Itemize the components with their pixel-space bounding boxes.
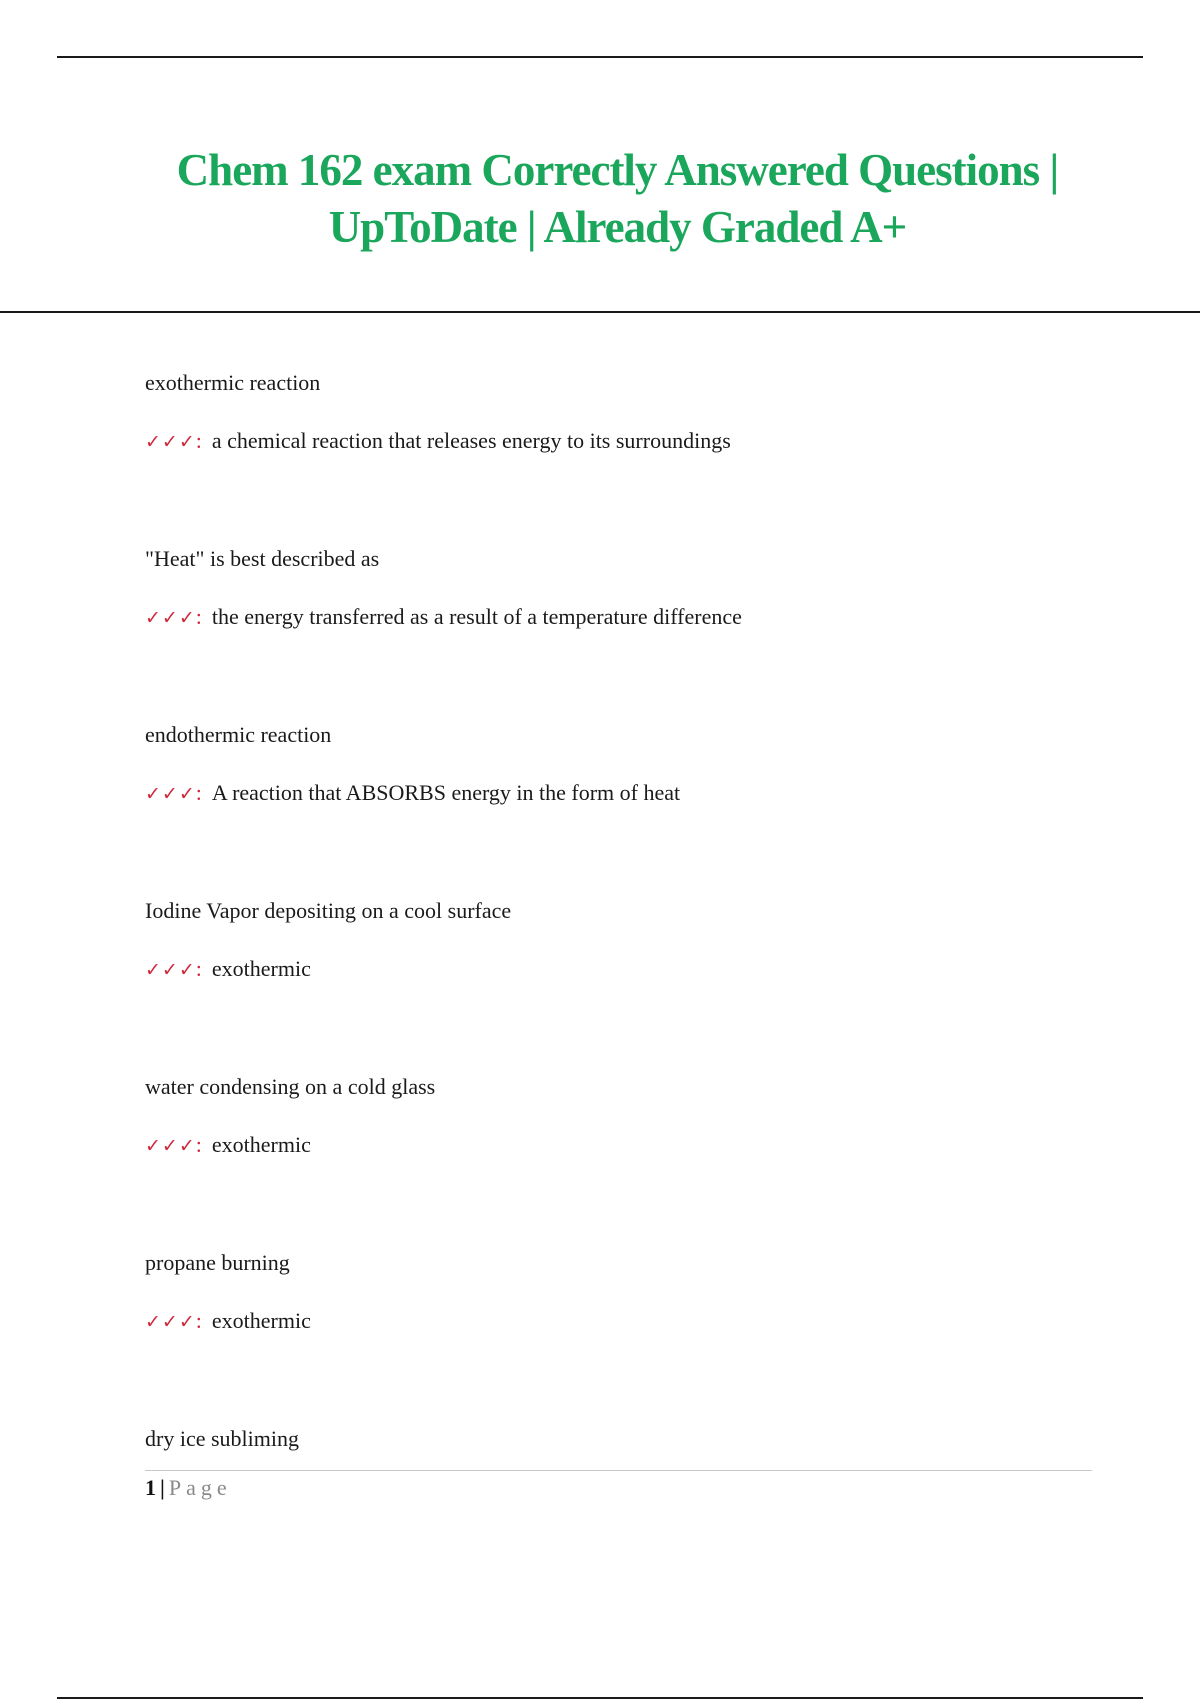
header-divider	[0, 311, 1200, 313]
answer-line	[145, 604, 742, 631]
answer-text: A reaction that ABSORBS energy in the form of heat	[211, 780, 681, 805]
answer-text: exothermic	[211, 1132, 311, 1157]
question-text: water condensing on a cold glass	[145, 1074, 436, 1099]
page-number: 1	[145, 1475, 156, 1500]
qa-item	[145, 370, 1095, 546]
answer-line	[145, 1308, 311, 1335]
page-separator: |	[160, 1475, 165, 1500]
answer-separator: :	[195, 604, 202, 629]
qa-item	[145, 898, 1095, 1074]
answer-separator: :	[195, 1132, 202, 1157]
page-footer	[145, 1474, 232, 1502]
page-label: Page	[168, 1475, 232, 1500]
footer-divider	[145, 1470, 1092, 1471]
qa-item	[145, 1250, 1095, 1426]
check-marks-icon: ✓✓✓	[145, 1311, 196, 1333]
check-marks-icon: ✓✓✓	[145, 959, 196, 981]
question-text: dry ice subliming	[145, 1426, 299, 1451]
check-marks-icon: ✓✓✓	[145, 1135, 196, 1157]
question-text: exothermic reaction	[145, 370, 321, 395]
answer-line	[145, 1132, 311, 1159]
answer-line	[145, 428, 731, 455]
answer-text: exothermic	[211, 956, 311, 981]
answer-separator: :	[195, 428, 202, 453]
check-marks-icon: ✓✓✓	[145, 607, 196, 629]
answer-separator: :	[195, 956, 202, 981]
answer-separator: :	[195, 780, 202, 805]
answer-text: the energy transferred as a result of a temperature difference	[211, 604, 742, 629]
qa-item	[145, 1074, 1095, 1250]
answer-line	[145, 956, 311, 983]
qa-item	[145, 722, 1095, 898]
question-text: endothermic reaction	[145, 722, 332, 747]
qa-list	[145, 370, 1095, 1486]
check-marks-icon: ✓✓✓	[145, 783, 196, 805]
answer-separator: :	[195, 1308, 202, 1333]
top-divider	[57, 56, 1143, 58]
title-line-1: Chem 162 exam Correctly Answered Questions |	[176, 145, 1059, 195]
bottom-divider	[57, 1697, 1143, 1699]
answer-text: exothermic	[211, 1308, 311, 1333]
question-text: propane burning	[145, 1250, 290, 1275]
question-text: Iodine Vapor depositing on a cool surface	[145, 898, 512, 923]
answer-text: a chemical reaction that releases energy to its surroundings	[211, 428, 731, 453]
answer-line	[145, 780, 680, 807]
check-marks-icon: ✓✓✓	[145, 431, 196, 453]
question-text: "Heat" is best described as	[145, 546, 380, 571]
document-title	[60, 142, 1175, 256]
qa-item	[145, 1426, 1095, 1486]
qa-item	[145, 546, 1095, 722]
title-line-2: UpToDate | Already Graded A+	[328, 202, 907, 252]
